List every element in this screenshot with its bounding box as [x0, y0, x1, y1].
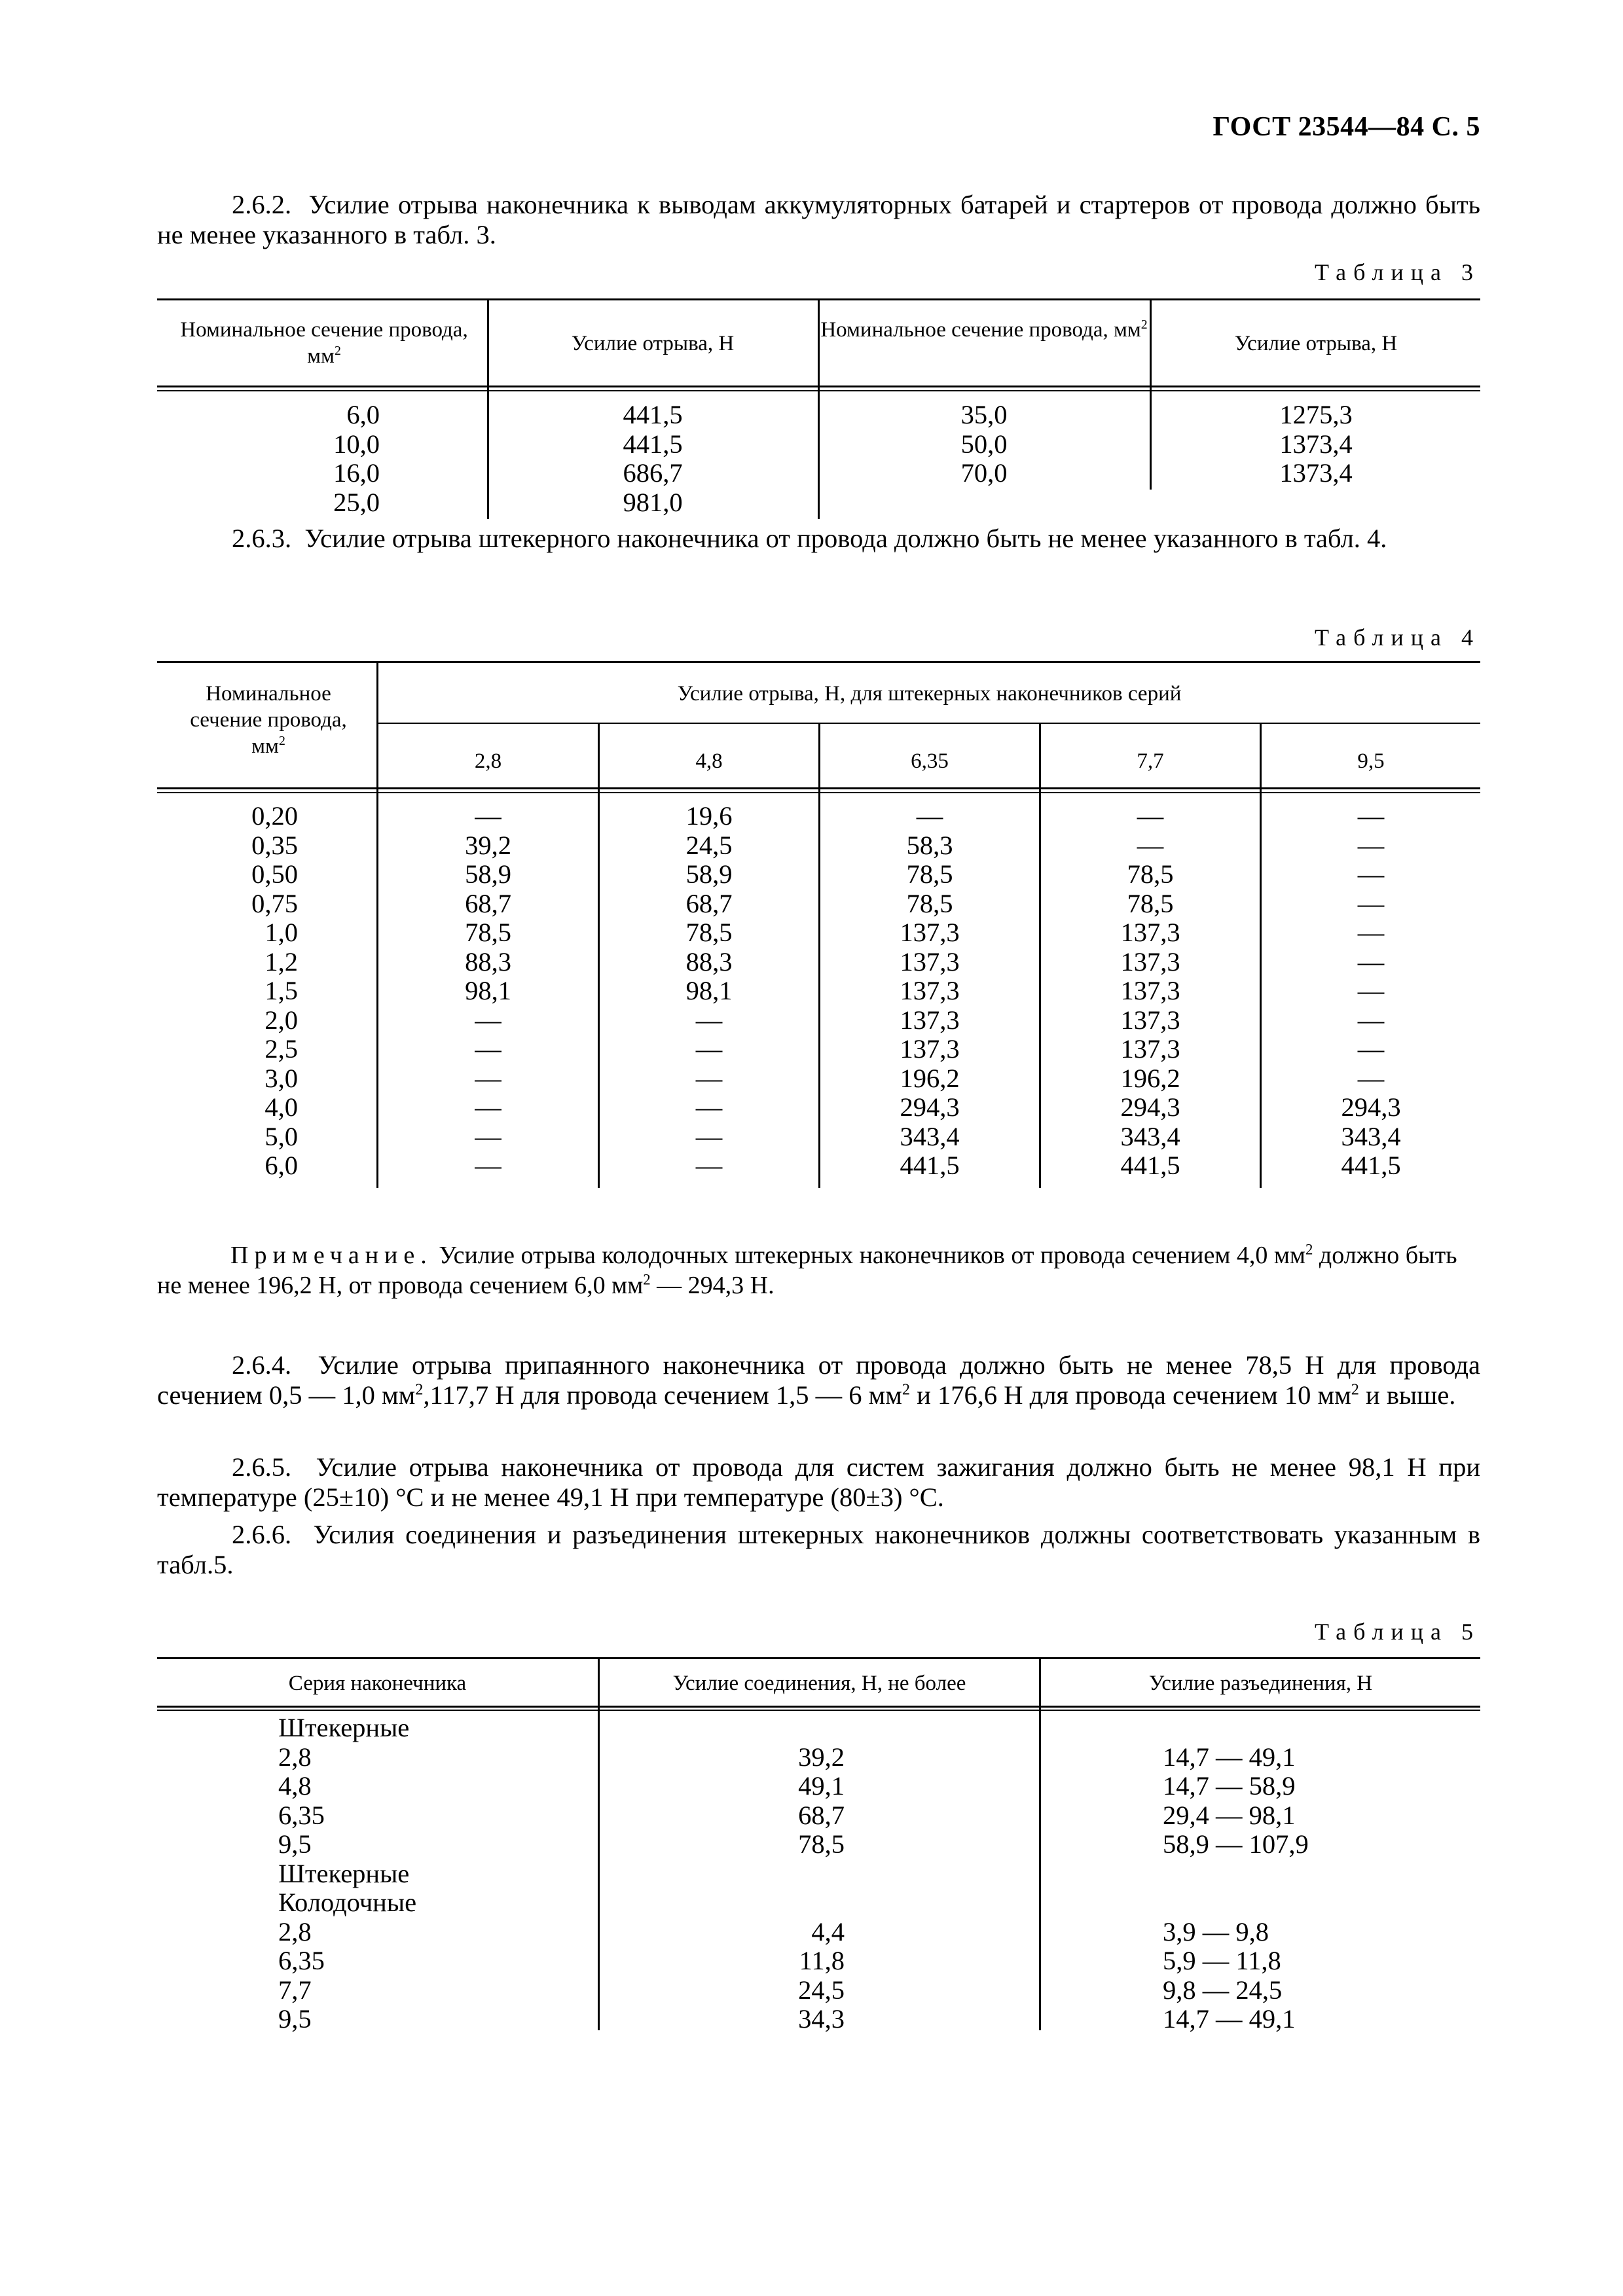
paragraph-2-6-4 [157, 1350, 1480, 1410]
table-cell: 16,0 [333, 458, 380, 488]
column-header: Усилие разъединения, Н [1148, 1672, 1373, 1695]
column-header: Номинальное сечение провода, $мм^2$ [190, 682, 347, 758]
table-cell: 0,50 [251, 859, 298, 889]
column-values [164, 401, 380, 517]
table-cell: 88,3 [685, 946, 733, 977]
table-cell: 58,9 — 107,9 [1163, 1829, 1309, 1859]
table-cell: — [695, 1005, 723, 1035]
table-cell: 441,5 [623, 400, 683, 429]
column-values [1163, 1713, 1451, 2034]
table-cell: 0,75 [251, 888, 298, 918]
table-4-caption: Таблица 4 [1315, 624, 1480, 651]
table-cell: 78,5 [906, 859, 953, 889]
table-cell: 58,3 [906, 830, 953, 860]
table-cell: — [475, 801, 501, 831]
table-cell: 137,3 [900, 918, 960, 947]
table-cell: — [1357, 1034, 1385, 1064]
table-cell: 29,4 — 98,1 [1163, 1800, 1296, 1830]
table-cell: 19,6 [685, 801, 733, 831]
table-cell: 25,0 [333, 487, 380, 517]
table-cell: 5,0 [264, 1121, 298, 1151]
table-cell: — [1137, 830, 1164, 860]
table-cell: 35,0 [960, 400, 1008, 429]
table-cell: 196,2 [1120, 1063, 1180, 1093]
column-header: Усилие соединения, Н, не более [672, 1672, 966, 1695]
table-cell: 68,7 [798, 1800, 845, 1830]
paragraph-text: Усилие отрыва наконечника к выводам аккумуляторных батарей и стартеров от провода должно быть не менее указанного в табл. 3. [157, 190, 1480, 249]
table-cell: 50,0 [960, 429, 1008, 459]
table-cell: — [1357, 888, 1385, 918]
column-header: Серия наконечника [288, 1672, 467, 1695]
table-cell: 10,0 [333, 429, 380, 459]
paragraph-text: Усилие отрыва припаянного наконечника от провода должно быть не менее 78,5 Н для провода сечением 0,5 — 1,0 $мм^2,117,7$ Н для провода сечением 1,5 — 6 $мм^2$ и 176,6 Н для провода сечением 10 $мм^2$ и выше. [157, 1350, 1481, 1410]
table-cell: 9,5 [278, 2004, 312, 2034]
column-group-header: Усилие отрыва, Н, для штекерных наконечников серий [677, 682, 1182, 706]
table-cell: 5,9 — 11,8 [1163, 1946, 1281, 1975]
table-cell: 196,2 [900, 1063, 960, 1093]
column-values [820, 802, 1039, 1181]
table-cell: 1373,4 [1279, 429, 1353, 459]
table-cell [1163, 1888, 1451, 1918]
table-cell: 4,0 [264, 1092, 298, 1122]
table-cell: 6,0 [346, 400, 380, 429]
table-cell: 39,2 [465, 830, 511, 860]
column-header: Усилие отрыва, Н [571, 332, 735, 355]
table-cell: 98,1 [685, 976, 733, 1005]
paragraph-2-6-6 [157, 1520, 1480, 1580]
table-cell: 78,5 [798, 1829, 845, 1859]
table-cell: 70,0 [960, 458, 1008, 488]
table-cell: 343,4 [1120, 1121, 1180, 1151]
table-cell: — [475, 1063, 501, 1093]
table-cell: 137,3 [1120, 1005, 1180, 1035]
series-header: 6,35 [911, 749, 949, 773]
column-values [1041, 802, 1260, 1181]
table-divider [818, 300, 820, 519]
table-cell: 137,3 [1120, 976, 1180, 1005]
series-header: 2,8 [474, 749, 502, 773]
table-cell: 3,9 — 9,8 [1163, 1916, 1269, 1946]
series-header: 9,5 [1357, 749, 1385, 773]
table-cell: Колодочные [278, 1888, 417, 1917]
series-header: 4,8 [695, 749, 723, 773]
table-cell: 98,1 [465, 976, 511, 1005]
column-header: Номинальное сечение провода, $мм^2$ [820, 317, 1148, 342]
table-cell: — [695, 1151, 723, 1180]
table-cell: 686,7 [623, 458, 683, 488]
table-cell: — [475, 1092, 501, 1122]
table-cell: — [695, 1034, 723, 1064]
table-cell: 0,20 [251, 801, 298, 831]
table-cell: 137,3 [1120, 1034, 1180, 1064]
table-cell: 39,2 [798, 1742, 845, 1772]
table-cell: 137,3 [1120, 946, 1180, 977]
table-cell: 441,5 [1120, 1151, 1180, 1180]
column-values [820, 401, 1148, 488]
table-cell: 4,8 [278, 1771, 312, 1801]
paragraph-number: 2.6.2. [232, 190, 292, 219]
table-cell: 6,35 [278, 1800, 325, 1830]
table-cell [720, 1859, 845, 1889]
table-cell: 2,0 [264, 1005, 298, 1035]
table-cell: 294,3 [1341, 1092, 1401, 1122]
table-cell: 14,7 — 49,1 [1163, 2004, 1296, 2034]
table-header-rule-double [157, 1710, 1480, 1711]
table-cell: — [1357, 1063, 1385, 1093]
table-cell: 78,5 [685, 918, 733, 947]
table-cell: 78,5 [1127, 888, 1174, 918]
table-cell: 3,0 [264, 1063, 298, 1093]
table-cell: 343,4 [900, 1121, 960, 1151]
table-cell: 14,7 — 49,1 [1163, 1742, 1296, 1772]
table-cell: — [1357, 801, 1385, 831]
paragraph-text: Усилия соединения и разъединения штекерных наконечников должны соответствовать указанным в табл.5. [157, 1520, 1481, 1579]
table-cell: 294,3 [900, 1092, 960, 1122]
table-cell: — [916, 801, 943, 831]
table-4-note [157, 1240, 1480, 1300]
table-top-rule [157, 661, 1480, 663]
table-cell: 9,8 — 24,5 [1163, 1975, 1283, 2005]
table-cell: 4,4 [811, 1916, 845, 1946]
table-cell: 1373,4 [1279, 458, 1353, 488]
table-cell: 6,0 [264, 1151, 298, 1180]
table-cell [720, 1888, 845, 1918]
paragraph-number: 2.6.4. [232, 1350, 292, 1380]
paragraph-2-6-5 [157, 1452, 1480, 1513]
table-cell: — [475, 1034, 501, 1064]
table-cell: 78,5 [1127, 859, 1174, 889]
paragraph-number: 2.6.5. [232, 1452, 292, 1482]
table-cell: 441,5 [900, 1151, 960, 1180]
table-cell [1163, 1859, 1451, 1889]
table-cell: 49,1 [798, 1771, 845, 1801]
column-header: Усилие отрыва, Н [1234, 332, 1398, 355]
table-cell: Штекерные [278, 1713, 410, 1742]
table-subheader-rule [378, 723, 1480, 724]
table-cell: 1275,3 [1279, 400, 1353, 429]
table-cell [1163, 1713, 1451, 1743]
paragraph-text: Усилие отрыва наконечника от провода для систем зажигания должно быть не менее 98,1 Н при температуре (25±10) °С и не менее 49,1 Н при температуре (80±3) °С. [157, 1452, 1480, 1512]
table-cell: — [1357, 859, 1385, 889]
table-divider [1150, 300, 1152, 490]
paragraph-2-6-2 [157, 190, 1480, 250]
table-cell: 68,7 [685, 888, 733, 918]
table-cell: — [1357, 918, 1385, 947]
table-cell: 24,5 [685, 830, 733, 860]
table-cell: — [475, 1121, 501, 1151]
table-cell: 78,5 [465, 918, 511, 947]
table-cell: 343,4 [1341, 1121, 1401, 1151]
page-header: ГОСТ 23544—84 С. 5 [1213, 112, 1480, 142]
table-cell: 981,0 [623, 487, 683, 517]
table-cell: Штекерные [278, 1858, 410, 1888]
column-values [164, 802, 298, 1181]
table-cell: 14,7 — 58,9 [1163, 1771, 1296, 1801]
table-cell: 9,5 [278, 1829, 312, 1859]
table-cell: 137,3 [900, 1005, 960, 1035]
table-cell: 7,7 [278, 1975, 312, 2005]
paragraph-text: Усилие отрыва штекерного наконечника от провода должно быть не менее указанного в табл. 4. [304, 524, 1387, 553]
table-cell: — [1357, 1005, 1385, 1035]
note-text: Усилие отрыва колодочных штекерных наконечников от провода сечением 4,0 $мм^2$ должно быть не менее 196,2 Н, от провода сечением 6,0 $мм^2$ — 294,3 Н. [157, 1241, 1457, 1299]
series-header: 7,7 [1137, 749, 1164, 773]
table-cell: 1,5 [264, 976, 298, 1005]
table-cell: 78,5 [906, 888, 953, 918]
table-cell: — [695, 1063, 723, 1093]
table-cell: 1,0 [264, 918, 298, 947]
paragraph-2-6-3 [157, 524, 1480, 554]
table-cell: 137,3 [900, 1034, 960, 1064]
table-cell: — [695, 1092, 723, 1122]
table-divider [598, 1659, 600, 2030]
table-cell: 441,5 [623, 429, 683, 459]
table-cell: 11,8 [799, 1946, 845, 1975]
table-cell: 2,8 [278, 1916, 312, 1946]
table-divider [487, 300, 489, 519]
table-cell: 2,5 [264, 1034, 298, 1064]
table-cell: 6,35 [278, 1946, 325, 1975]
table-cell [720, 1713, 845, 1743]
table-cell: — [475, 1151, 501, 1180]
table-5-caption: Таблица 5 [1315, 1619, 1480, 1645]
column-header: Номинальное сечение провода, $мм^2$ [180, 318, 468, 368]
note-label: Примечание. [230, 1242, 433, 1269]
table-cell: 58,9 [465, 859, 511, 889]
table-cell: 68,7 [465, 888, 511, 918]
table-cell: 137,3 [1120, 918, 1180, 947]
table-cell: — [1357, 830, 1385, 860]
table-cell: 294,3 [1120, 1092, 1180, 1122]
table-cell: 24,5 [798, 1975, 845, 2005]
table-header-rule [157, 1706, 1480, 1708]
column-values [600, 802, 818, 1181]
table-cell: — [475, 1005, 501, 1035]
table-cell: 88,3 [465, 946, 511, 977]
table-cell: — [1357, 946, 1385, 977]
table-cell: 1,2 [264, 946, 298, 977]
column-values [1262, 802, 1480, 1181]
column-values [1152, 401, 1480, 488]
table-cell: 34,3 [798, 2004, 845, 2034]
table-cell: 441,5 [1341, 1151, 1401, 1180]
column-values [278, 1713, 566, 2034]
table-cell: 58,9 [685, 859, 733, 889]
table-top-rule [157, 1657, 1480, 1659]
column-values [378, 802, 598, 1181]
column-values [490, 401, 816, 517]
table-cell: 137,3 [900, 976, 960, 1005]
paragraph-number: 2.6.3. [232, 524, 292, 553]
paragraph-number: 2.6.6. [232, 1520, 292, 1549]
table-cell: 2,8 [278, 1742, 312, 1772]
table-cell: — [695, 1121, 723, 1151]
table-cell: 137,3 [900, 946, 960, 977]
table-cell: — [1357, 976, 1385, 1005]
table-3-caption: Таблица 3 [1315, 259, 1480, 285]
table-cell: 0,35 [251, 830, 298, 860]
column-values [720, 1713, 845, 2034]
table-divider [1039, 1659, 1041, 2030]
table-cell: — [1137, 801, 1164, 831]
